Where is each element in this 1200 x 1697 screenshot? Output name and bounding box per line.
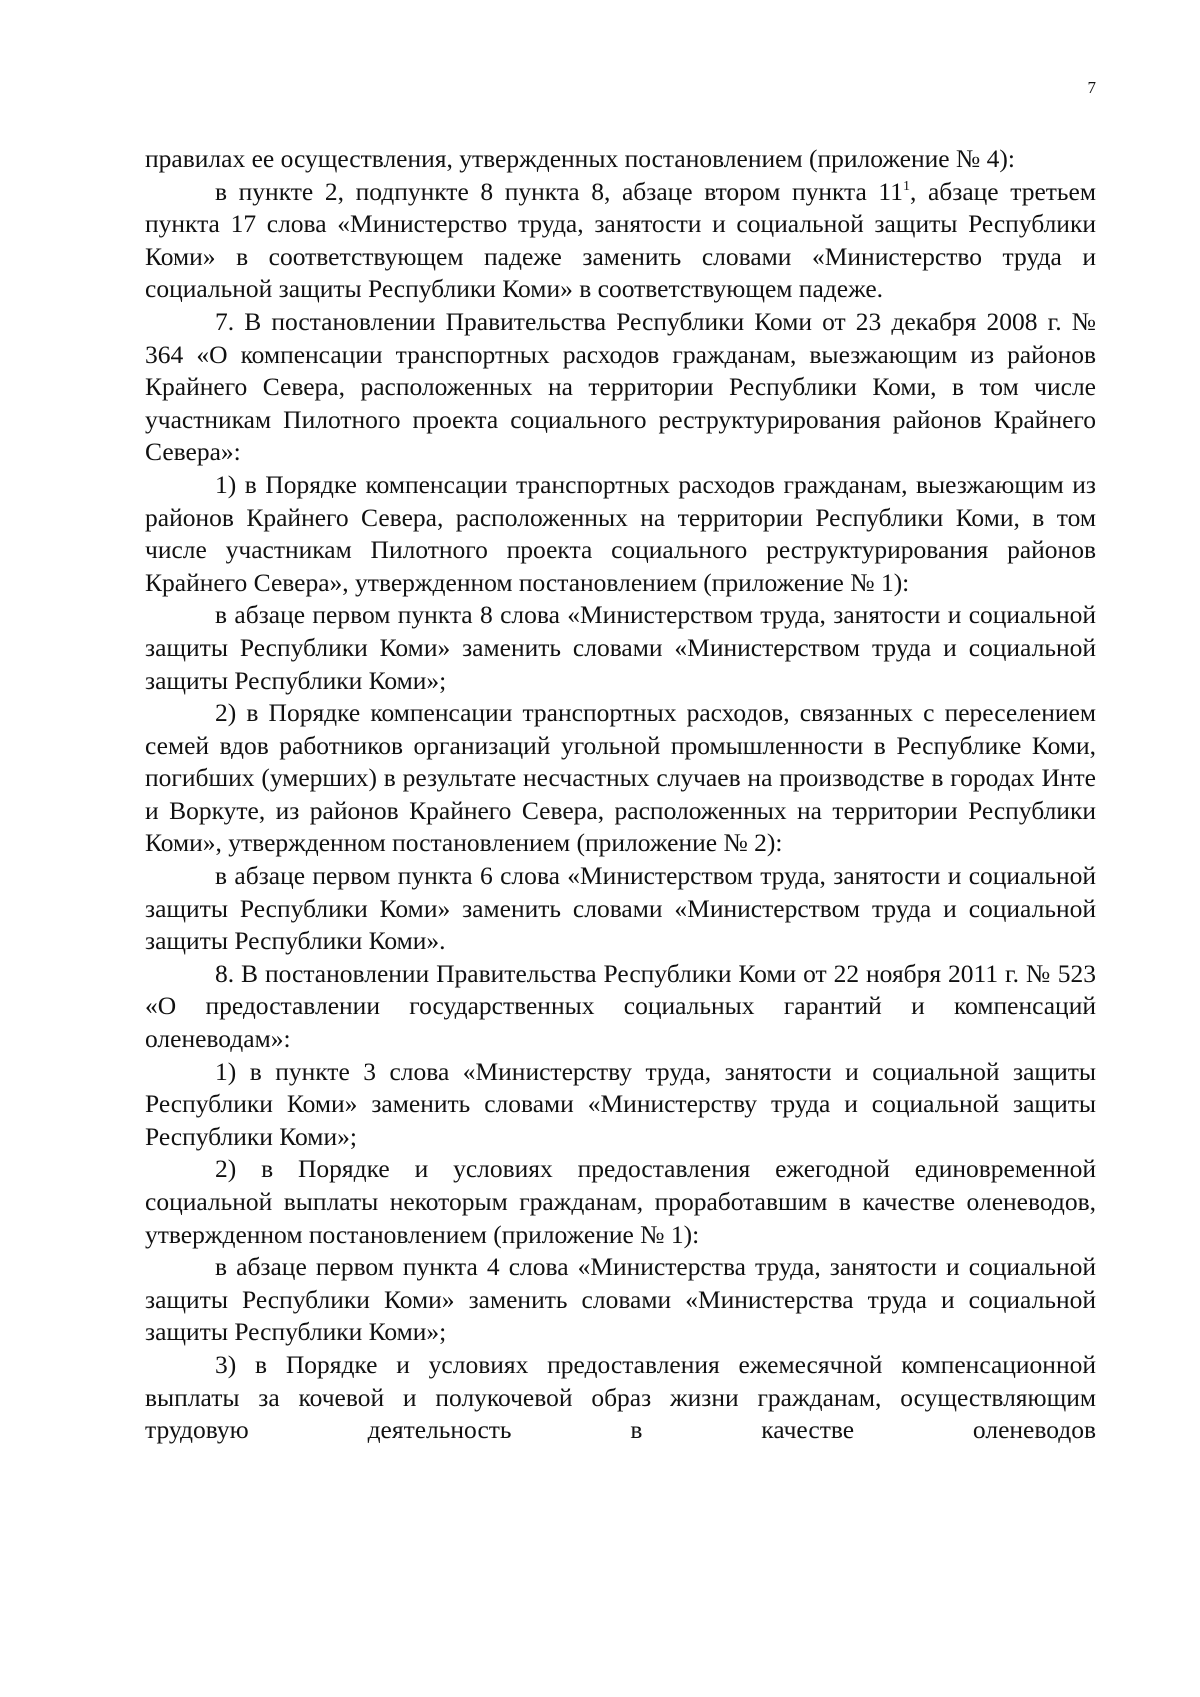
document-body bbox=[145, 143, 1096, 1447]
page-number: 7 bbox=[1087, 78, 1096, 97]
paragraph: 2) в Порядке компенсации транспортных расходов, связанных с переселением семей вдов работников организаций угольной промышленности в Республике Коми, погибших (умерших) в результате несчастных случаев на производстве в городах Инте и Воркуте, из районов Крайнего Севера, расположенных на территории Республики Коми», утвержденном постановлением (приложение № 2): bbox=[145, 698, 1096, 858]
paragraph-text: , абзаце третьем пункта 17 слова «Министерство труда, занятости и социальной защиты Республики Коми» в соответствующем падеже заменить словами «Министерство труда и социальной защиты Республики Коми» в соответствующем падеже. bbox=[145, 176, 1096, 304]
paragraph: в абзаце первом пункта 8 слова «Министерством труда, занятости и социальной защиты Республики Коми» заменить словами «Министерством труда и социальной защиты Республики Коми»; bbox=[145, 600, 1096, 695]
superscript: 1 bbox=[902, 178, 910, 194]
paragraph: в абзаце первом пункта 4 слова «Министерства труда, занятости и социальной защиты Республики Коми» заменить словами «Министерства труда и социальной защиты Республики Коми»; bbox=[145, 1252, 1096, 1347]
paragraph: 8. В постановлении Правительства Республики Коми от 22 ноября 2011 г. № 523 «О предоставлении государственных социальных гарантий и компенсаций оленеводам»: bbox=[145, 958, 1096, 1054]
paragraph: 1) в Порядке компенсации транспортных расходов гражданам, выезжающим из районов Крайнего Севера, расположенных на территории Республики Коми, в том числе участникам Пилотного проекта социального реструктурирования районов Крайнего Севера», утвержденном постановлением (приложение № 1): bbox=[145, 469, 1096, 597]
paragraph-text: в пункте 2, подпункте 8 пункта 8, абзаце втором пункта 11 bbox=[215, 176, 903, 206]
paragraph bbox=[145, 176, 1096, 306]
paragraph: правилах ее осуществления, утвержденных постановлением (приложение № 4): bbox=[145, 144, 1015, 173]
paragraph: 2) в Порядке и условиях предоставления ежегодной единовременной социальной выплаты некоторым гражданам, проработавшим в качестве оленеводов, утвержденном постановлением (приложение № 1): bbox=[145, 1154, 1096, 1249]
paragraph: 1) в пункте 3 слова «Министерству труда, занятости и социальной защиты Республики Коми» заменить словами «Министерству труда и социальной защиты Республики Коми»; bbox=[145, 1056, 1096, 1151]
paragraph: 3) в Порядке и условиях предоставления ежемесячной компенсационной выплаты за кочевой и полукочевой образ жизни гражданам, осуществляющим трудовую деятельность в качестве оленеводов bbox=[145, 1349, 1096, 1445]
paragraph: 7. В постановлении Правительства Республики Коми от 23 декабря 2008 г. № 364 «О компенсации транспортных расходов гражданам, выезжающим из районов Крайнего Севера, расположенных на территории Республики Коми, в том числе участникам Пилотного проекта социального реструктурирования районов Крайнего Севера»: bbox=[145, 306, 1096, 467]
paragraph: в абзаце первом пункта 6 слова «Министерством труда, занятости и социальной защиты Республики Коми» заменить словами «Министерством труда и социальной защиты Республики Коми». bbox=[145, 861, 1096, 956]
